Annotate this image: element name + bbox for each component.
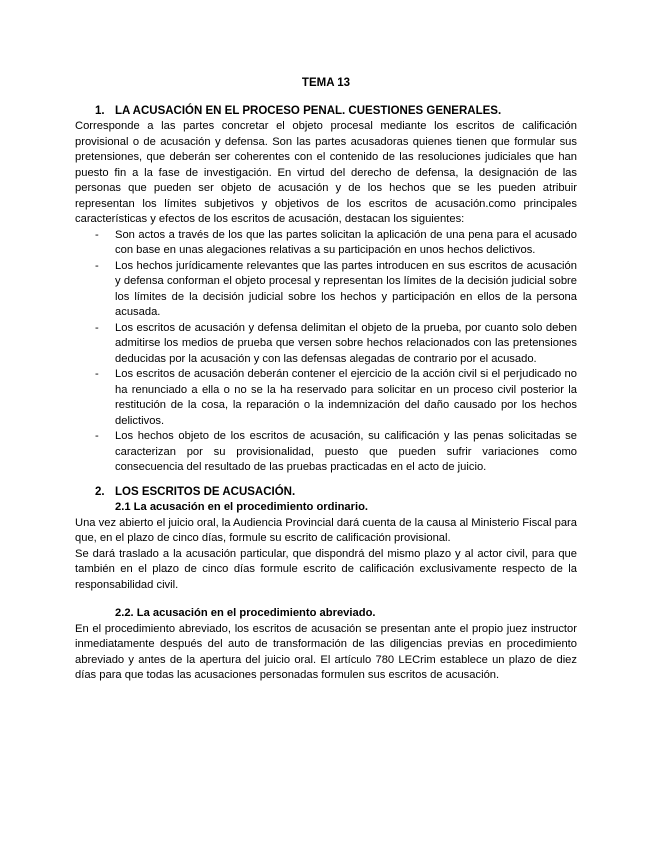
list-item <box>75 429 577 476</box>
list-item <box>75 259 577 321</box>
section-1-intro-paragraph: Corresponde a las partes concretar el objeto procesal mediante los escritos de calificación provisional o de acusación y defensa. Son las partes acusadoras quienes tienen que formular sus pretensiones, que deberán ser coherentes con el contenido de las resoluciones judiciales que han puesto fin a la fase de investigación. En virtud del derecho de defensa, la designación de las personas que pueden ser objeto de acusación y de los hechos que se les pueden atribuir representan los límites subjetivos y objetivos de los escritos de acusación.como principales características y efectos de los escritos de acusación, destacan los siguientes: <box>75 120 577 225</box>
subsection-2-2-heading: 2.2. La acusación en el procedimiento abreviado. <box>115 607 376 619</box>
section-2-heading <box>75 485 577 501</box>
bullet-text: Los escritos de acusación y defensa delimitan el objeto de la prueba, por cuanto solo deben admitirse los medios de prueba que versen sobre hechos relacionados con las pretensiones deducidas por la acusación y con las defensas alegadas de contrario por el acusado. <box>115 321 577 365</box>
spacer <box>75 476 577 485</box>
bullet-text: Los hechos jurídicamente relevantes que las partes introducen en sus escritos de acusación y defensa conforman el objeto procesal y representan los límites de la decisión judicial sobre los límites de la decisión judicial sobre los hechos y participación en ellos de la persona acusada. <box>115 259 577 318</box>
document-title: TEMA 13 <box>301 77 351 89</box>
subsection-2-2-paragraph: En el procedimiento abreviado, los escritos de acusación se presentan ante el propio juez instructor inmediatamente después del auto de transformación de las diligencias previas en procedimiento abreviado y antes de la apertura del juicio oral. El artículo 780 LECrim establece un plazo de diez días para que todas las acusaciones personadas formulen sus escritos de acusación. <box>75 622 577 681</box>
bullet-text: Son actos a través de los que las partes solicitan la aplicación de una pena para el acusado con base en unas alegaciones relativas a su participación en unos hechos delictivos. <box>115 228 577 256</box>
section-1-heading <box>75 104 577 120</box>
section-2-heading-text: LOS ESCRITOS DE ACUSACIÓN. <box>115 485 296 498</box>
spacer <box>75 593 577 606</box>
bullet-marker: - <box>95 259 99 272</box>
bullet-marker: - <box>95 228 99 241</box>
bullet-text: Los escritos de acusación deberán contener el ejercicio de la acción civil si el perjudicado no ha renunciado a ella o no se la ha reservado para solicitar en un proceso civil posterior la restitución de la cosa, la reparación o la indemnización del daño causado por los hechos delictivos. <box>115 368 577 427</box>
bullet-marker: - <box>95 321 99 334</box>
section-1-heading-text: LA ACUSACIÓN EN EL PROCESO PENAL. CUESTIONES GENERALES. <box>115 104 502 117</box>
subsection-2-1-paragraph-1: Una vez abierto el juicio oral, la Audiencia Provincial dará cuenta de la causa al Ministerio Fiscal para que, en el plazo de cinco días, formule su escrito de calificación provisional. <box>75 516 577 544</box>
bullet-text: Los hechos objeto de los escritos de acusación, su calificación y las penas solicitadas se caracterizan por su provisionalidad, puesto que pueden sufrir variaciones como consecuencia del resultado de las pruebas practicadas en el acto de juicio. <box>115 430 577 473</box>
list-item <box>75 367 577 429</box>
section-2-number: 2. <box>95 485 105 498</box>
section-1-bullet-list <box>75 228 577 476</box>
subsection-2-1-paragraph-2: Se dará traslado a la acusación particular, que dispondrá del mismo plazo y al actor civil, para que también en el plazo de cinco días formule escrito de calificación exclusivamente respecto de la responsabilidad civil. <box>75 547 577 591</box>
document-page <box>75 76 577 684</box>
bullet-marker: - <box>95 430 99 442</box>
list-item <box>75 228 577 259</box>
subsection-2-1-heading: 2.1 La acusación en el procedimiento ordinario. <box>115 501 369 513</box>
bullet-marker: - <box>95 368 99 380</box>
list-item <box>75 321 577 368</box>
section-1-number: 1. <box>95 104 105 117</box>
